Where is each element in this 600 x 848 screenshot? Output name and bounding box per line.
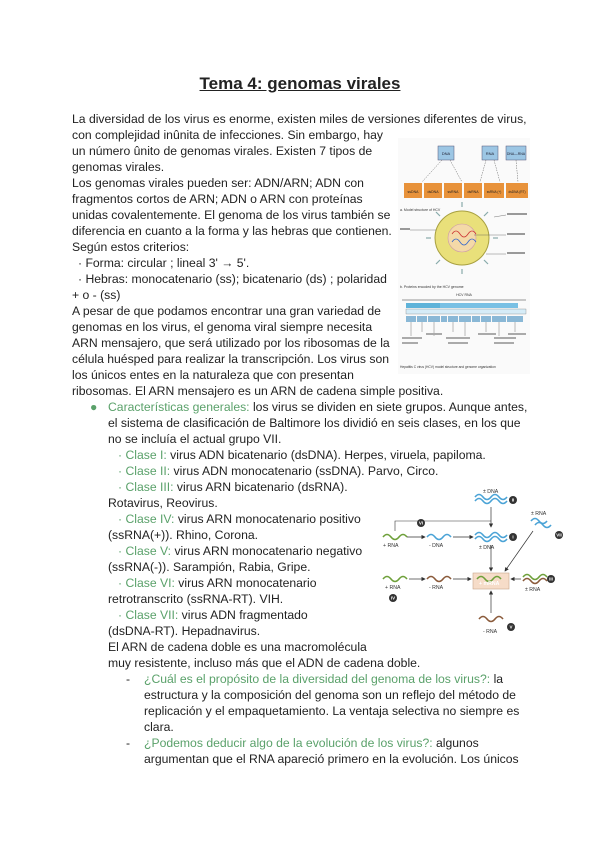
- class-text: Rotavirus, Reovirus.: [108, 496, 218, 510]
- intro-line: diferencia en cuanto a la forma y las hebras que contienen.: [72, 224, 392, 238]
- strand-label: ± DNA: [483, 489, 499, 495]
- intro-line: Los genomas virales pueden ser: ADN/ARN; ADN con: [72, 176, 364, 190]
- bullet-line: [108, 399, 527, 415]
- strand-waves: [383, 495, 551, 622]
- intro-line: con complejidad inûnita de infecciones. Sin embargo, hay: [72, 128, 383, 142]
- class-label: · Clase VI:: [118, 576, 175, 590]
- class-line: [118, 479, 348, 495]
- class-text: virus ADN fragmentado: [178, 608, 308, 622]
- intro-line: · Forma: circular ; lineal 3' → 5'.: [78, 256, 250, 270]
- class-text: virus ARN monocatenario negativo: [171, 544, 363, 558]
- intro-line: ribosomas. El ARN mensajero es un ARN de cadena simple positiva.: [72, 384, 444, 398]
- caption-b: b. Proteins encoded by the HCV genome: [400, 285, 464, 289]
- strand-label: - RNA: [429, 585, 444, 591]
- strand-label: - DNA: [429, 543, 444, 549]
- type-box-label: RNA: [485, 151, 495, 156]
- intro-line: · Hebras: monocatenario (ss); bicatenario (ds) ; polaridad: [78, 272, 387, 286]
- flow-line: [395, 521, 491, 531]
- strand-label: + RNA: [383, 543, 399, 549]
- class-line: [108, 559, 311, 575]
- answer-line: estructura y la composición del genoma son un reflejo del método de: [144, 688, 516, 702]
- numeral-label: III: [549, 576, 553, 582]
- numeral-label: II: [511, 497, 515, 503]
- type-box-label: dsDNA (RT): [508, 190, 526, 194]
- caption-a: a. Model structure of HCV: [400, 208, 441, 212]
- numeral-label: VII: [556, 532, 562, 538]
- type-box-label: ssRNA (+): [486, 190, 502, 194]
- type-box-label: dsDNA: [427, 190, 439, 194]
- class-text: virus ARN bicatenario (dsRNA).: [173, 480, 348, 494]
- class-label: · Clase IV:: [118, 512, 175, 526]
- class-text: virus ARN monocatenario positivo: [174, 512, 361, 526]
- type-box-label: DNA: [441, 151, 451, 156]
- type-box-label: ssDNA: [407, 190, 419, 194]
- strand-label: ± RNA: [525, 587, 541, 593]
- class-text: virus ADN bicatenario (dsDNA). Herpes, viruela, papiloma.: [166, 448, 486, 462]
- question-line: [144, 735, 479, 751]
- class-line: [118, 511, 361, 527]
- intro-line: unidas covalentemente. El genoma de los virus también se: [72, 208, 391, 222]
- intro-line: ARN mensajero, que será utilizado por los ribosomas de la: [72, 336, 390, 350]
- class-text: virus ADN monocatenario (ssDNA). Parvo, Circo.: [170, 464, 439, 478]
- numeral-label: IV: [390, 595, 396, 601]
- question-text: ¿Cuál es el propósito de la diversidad del genoma de los virus?:: [144, 672, 491, 686]
- strand-label: ± DNA: [479, 545, 495, 551]
- type-box-label: ssRNA: [447, 190, 459, 194]
- class-label: · Clase II:: [118, 464, 171, 478]
- class-line: [108, 495, 218, 511]
- answer-text: la: [490, 672, 504, 686]
- numeral-label: VI: [418, 520, 424, 526]
- body-line: muy resistente, incluso más que el ADN de cadena doble.: [108, 656, 421, 670]
- class-text: (ssRNA(+)). Rhino, Corona.: [108, 528, 259, 542]
- hcv-figure: [398, 138, 530, 374]
- bullet-text: los virus se dividen en siete grupos. Aunque antes,: [249, 400, 528, 414]
- intro-line: La diversidad de los virus es enorme, existen miles de versiones diferentes de virus,: [72, 112, 527, 126]
- flow-arrows: [407, 507, 533, 613]
- class-line: [118, 463, 438, 479]
- class-line: [108, 623, 260, 639]
- type-box-label: dsRNA: [467, 190, 479, 194]
- answer-line: argumentan que el RNA apareció primero en la evolución. Los únicos: [144, 752, 519, 766]
- bullet-heading: Características generales:: [108, 400, 250, 414]
- intro-line: un número ûnito de genomas virales. Existen 7 tipos de: [72, 144, 373, 158]
- question-text: ¿Podemos deducir algo de la evolución de los virus?:: [144, 736, 433, 750]
- class-line: [118, 575, 316, 591]
- class-line: [118, 543, 362, 559]
- intro-line: genomas virales.: [72, 160, 165, 174]
- intro-line: genomas en los virus, el genoma viral siempre necesita: [72, 320, 373, 334]
- class-text: (dsDNA-RT). Hepadnavirus.: [108, 624, 261, 638]
- class-text: (ssRNA(-)). Sarampión, Rabia, Gripe.: [108, 560, 311, 574]
- baltimore-figure: [375, 487, 565, 639]
- bullet-line: no se incluía el actual grupo VII.: [108, 432, 282, 446]
- class-text: retrotranscrito (ssRNA-RT). VIH.: [108, 592, 284, 606]
- caption-bottom: Hepatitis C virus (HCV) model structure and genome organization: [400, 365, 496, 369]
- class-label: · Clase III:: [118, 480, 174, 494]
- answer-text: algunos: [432, 736, 479, 750]
- class-text: virus ARN monocatenario: [174, 576, 317, 590]
- answer-line: replicación y el empaquetamiento. La ventaja selectiva no siempre es: [144, 704, 520, 718]
- strand-label: ± RNA: [531, 511, 547, 517]
- intro-line: Según estos criterios:: [72, 240, 190, 254]
- class-label: · Clase V:: [118, 544, 172, 558]
- page-title: Tema 4: genomas virales: [199, 74, 401, 93]
- body-line: El ARN de cadena doble es una macromolécula: [108, 640, 367, 654]
- intro-line: + o - (ss): [72, 288, 121, 302]
- intro-line: célula huésped para realizar la transcripción. Los virus son: [72, 352, 390, 366]
- intro-line: A pesar de que podamos encontrar una gran variedad de: [72, 304, 381, 318]
- numeral-label: I: [512, 534, 514, 540]
- type-box-label: DNA—RNA: [506, 152, 526, 156]
- strand-labels: [383, 489, 547, 635]
- dash-marker: -: [126, 672, 131, 686]
- strand-label: - RNA: [483, 629, 498, 635]
- question-line: [144, 671, 503, 687]
- bullet-dot: ●: [90, 400, 98, 414]
- class-line: [108, 591, 283, 607]
- class-line: [118, 607, 308, 623]
- virus-particle: [426, 202, 498, 274]
- strand-label: + mRNA: [479, 581, 500, 587]
- intro-line: fragmentos cortos de ARN; ADN o ARN con proteínas: [72, 192, 363, 206]
- class-line: [108, 527, 258, 543]
- class-label: · Clase I:: [118, 448, 167, 462]
- class-label: · Clase VII:: [118, 608, 179, 622]
- answer-line: clara.: [144, 720, 174, 734]
- bullet-line: el sistema de clasificación de Baltimore los dividió en seis clases, en los que: [108, 416, 521, 430]
- intro-line: los únicos entes en la naturaleza que con presentan: [72, 368, 354, 382]
- strand-label: + RNA: [385, 585, 401, 591]
- genome-bar-label: HCV RNA: [456, 293, 472, 297]
- dash-marker: -: [126, 736, 131, 750]
- numeral-label: V: [509, 624, 513, 630]
- class-line: [118, 447, 486, 463]
